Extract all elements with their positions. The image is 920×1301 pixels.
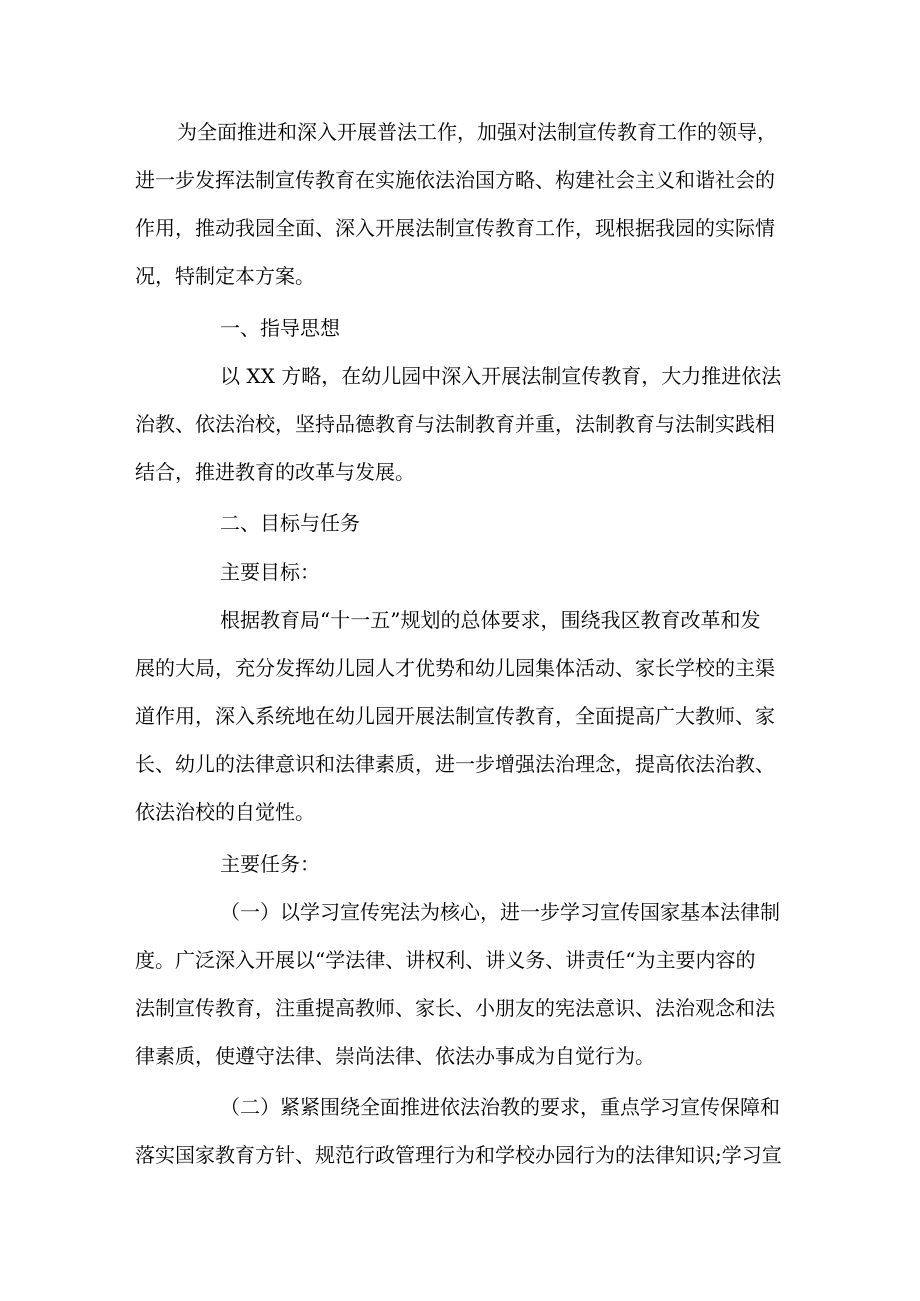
text-line: 况，特制定本方案。	[135, 264, 315, 288]
text-line: 以 XX 方略，在幼儿园中深入开展法制宣传教育，大力推进依法	[220, 364, 782, 388]
text-line: 展的大局，充分发挥幼儿园人才优势和幼儿园集体活动、家长学校的主渠	[135, 656, 775, 680]
text-line: 治教、依法治校，坚持品德教育与法制教育并重，法制教育与法制实践相	[135, 412, 775, 436]
text-line: 法制宣传教育，注重提高教师、家长、小朋友的宪法意识、法治观念和法	[135, 996, 775, 1020]
text-line: 作用，推动我园全面、深入开展法制宣传教育工作，现根据我园的实际情	[135, 216, 775, 240]
subheading: 主要目标：	[220, 560, 320, 584]
text-line: 根据教育局“十一五”规划的总体要求，围绕我区教育改革和发	[220, 608, 761, 632]
subheading: 主要任务：	[220, 852, 320, 876]
text-line: 为全面推进和深入开展普法工作，加强对法制宣传教育工作的领导，	[177, 120, 777, 144]
text-line: （二）紧紧围绕全面推进依法治教的要求，重点学习宣传保障和	[220, 1095, 780, 1119]
text-line: （一）以学习宣传宪法为核心，进一步学习宣传国家基本法律制	[220, 900, 780, 924]
text-line: 律素质，使遵守法律、崇尚法律、依法办事成为自觉行为。	[135, 1044, 655, 1068]
text-line: 结合，推进教育的改革与发展。	[135, 460, 415, 484]
text-line: 道作用，深入系统地在幼儿园开展法制宣传教育，全面提高广大教师、家	[135, 704, 775, 728]
text-line: 长、幼儿的法律意识和法律素质，进一步增强法治理念，提高依法治教、	[135, 752, 775, 776]
section-heading: 二、目标与任务	[220, 511, 360, 535]
section-heading: 一、指导思想	[220, 316, 340, 340]
text-line: 度。广泛深入开展以“学法律、讲权利、讲义务、讲责任“为主要内容的	[135, 948, 756, 972]
text-line: 落实国家教育方针、规范行政管理行为和学校办园行为的法律知识;学习宣	[135, 1143, 782, 1167]
text-line: 依法治校的自觉性。	[135, 800, 315, 824]
text-line: 进一步发挥法制宣传教育在实施依法治国方略、构建社会主义和谐社会的	[135, 168, 775, 192]
